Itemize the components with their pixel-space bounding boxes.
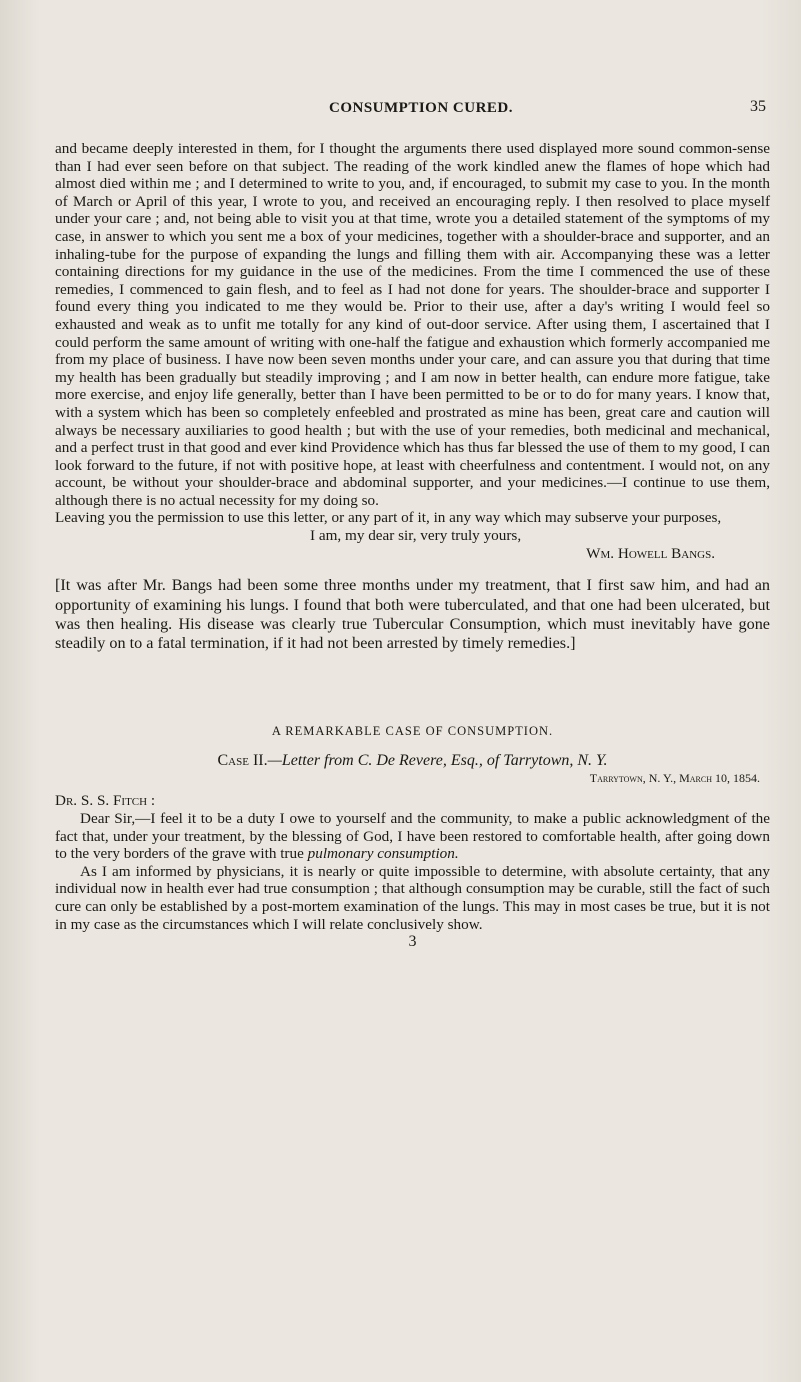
letter-signature: Wm. Howell Bangs. xyxy=(586,544,715,562)
letter-closing: I am, my dear sir, very truly yours, xyxy=(310,527,522,545)
editor-note: [It was after Mr. Bangs had been some three months under my treatment, that I first saw him, and had an opportunity of examining his lungs. I found that both were tuberculated, and that one had been ulcerated, but was then healing. His disease was clearly true Tubercular Consumption, which must inevitably have gone steadily on to a fatal termination, if it had not been arrested by timely remedies.] xyxy=(55,576,770,653)
case-subtitle: —Letter from C. De Revere, Esq., of Tarrytown, N. Y. xyxy=(267,752,608,770)
case-label: Case II. xyxy=(217,752,268,770)
case-heading xyxy=(55,752,770,770)
case-letter-paragraph-2: As I am informed by physicians, it is nearly or quite impossible to determine, with absolute certainty, that any individual now in health ever had true consumption ; that although consumption may be curable, still the fact of such cure can only be established by a post-mortem examination of the lungs. This may in most cases be true, but it is not in my case as the circumstances which I will relate conclusively show. xyxy=(55,862,770,933)
running-head xyxy=(0,100,801,120)
letter-paragraph-permission: Leaving you the permission to use this letter, or any part of it, in any way which may subserve your purposes, xyxy=(55,509,722,527)
signature-mark: 3 xyxy=(408,933,417,951)
running-title: CONSUMPTION CURED. xyxy=(329,100,514,116)
body-text xyxy=(55,140,770,951)
letter-dateline: Tarrytown, N. Y., March 10, 1854. xyxy=(589,771,760,786)
letter-paragraph: and became deeply interested in them, for I thought the arguments there used displayed more sound common-sense than I had ever seen before on that subject. The reading of the work kindled anew the flames of hope which had almost died within me ; and I determined to write to you, and, if encouraged, to submit my case to you. In the month of March or April of this year, I wrote to you, and received an encouraging reply. I then resolved to place myself under your care ; and, not being able to visit you at that time, wrote you a detailed statement of the symptoms of my case, in answer to which you sent me a box of your medicines, together with a shoulder-brace and supporter, and an inhaling-tube for the purpose of expanding the lungs and filling them with air. Accompanying these was a letter containing directions for my guidance in the use of the medicines. From the time I commenced the use of these remedies, I commenced to gain flesh, and to feel as I had not done for years. The shoulder-brace and supporter I found every thing you indicated to me they would be. Prior to their use, after a day's writing I would feel so exhausted and weak as to unfit me totally for any kind of out-door service. After using them, I ascertained that I could perform the same amount of writing with one-half the fatigue and exhaustion which formerly accompanied me from my place of business. I have now been seven months under your care, and can assure you that during that time my health has been gradually but steadily improving ; and I am now in better health, can endure more fatigue, take more exercise, and enjoy life generally, better than I have been permitted to be or to do for many years. I know that, with a system which has been so completely enfeebled and prostrated as mine has been, great care and caution will always be necessary auxiliaries to good health ; but with the use of your remedies, both medicinal and mechanical, and a perfect trust in that good and ever kind Providence which has thus far blessed the use of them to my good, I can look forward to the future, if not with positive hope, at least with cheerfulness and contentment. I would not, on any account, be without your shoulder-brace and abdominal supporter, and your medicines.—I continue to use them, although there is no actual necessity for my doing so. xyxy=(55,140,770,509)
letter-salutation: Dr. S. S. Fitch : xyxy=(55,792,156,810)
section-title: A REMARKABLE CASE OF CONSUMPTION. xyxy=(271,724,554,739)
case-letter-italic-text: pulmonary consumption. xyxy=(307,845,459,863)
case-letter-text: Dear Sir,—I feel it to be a duty I owe to yourself and the community, to make a public acknowledgment of the fact that, under your treatment, by the blessing of God, I have been restored to comfortable health, after going down to the very borders of the grave with true xyxy=(55,810,770,863)
case-letter-paragraph-1 xyxy=(55,810,770,863)
page-number: 35 xyxy=(750,98,766,115)
